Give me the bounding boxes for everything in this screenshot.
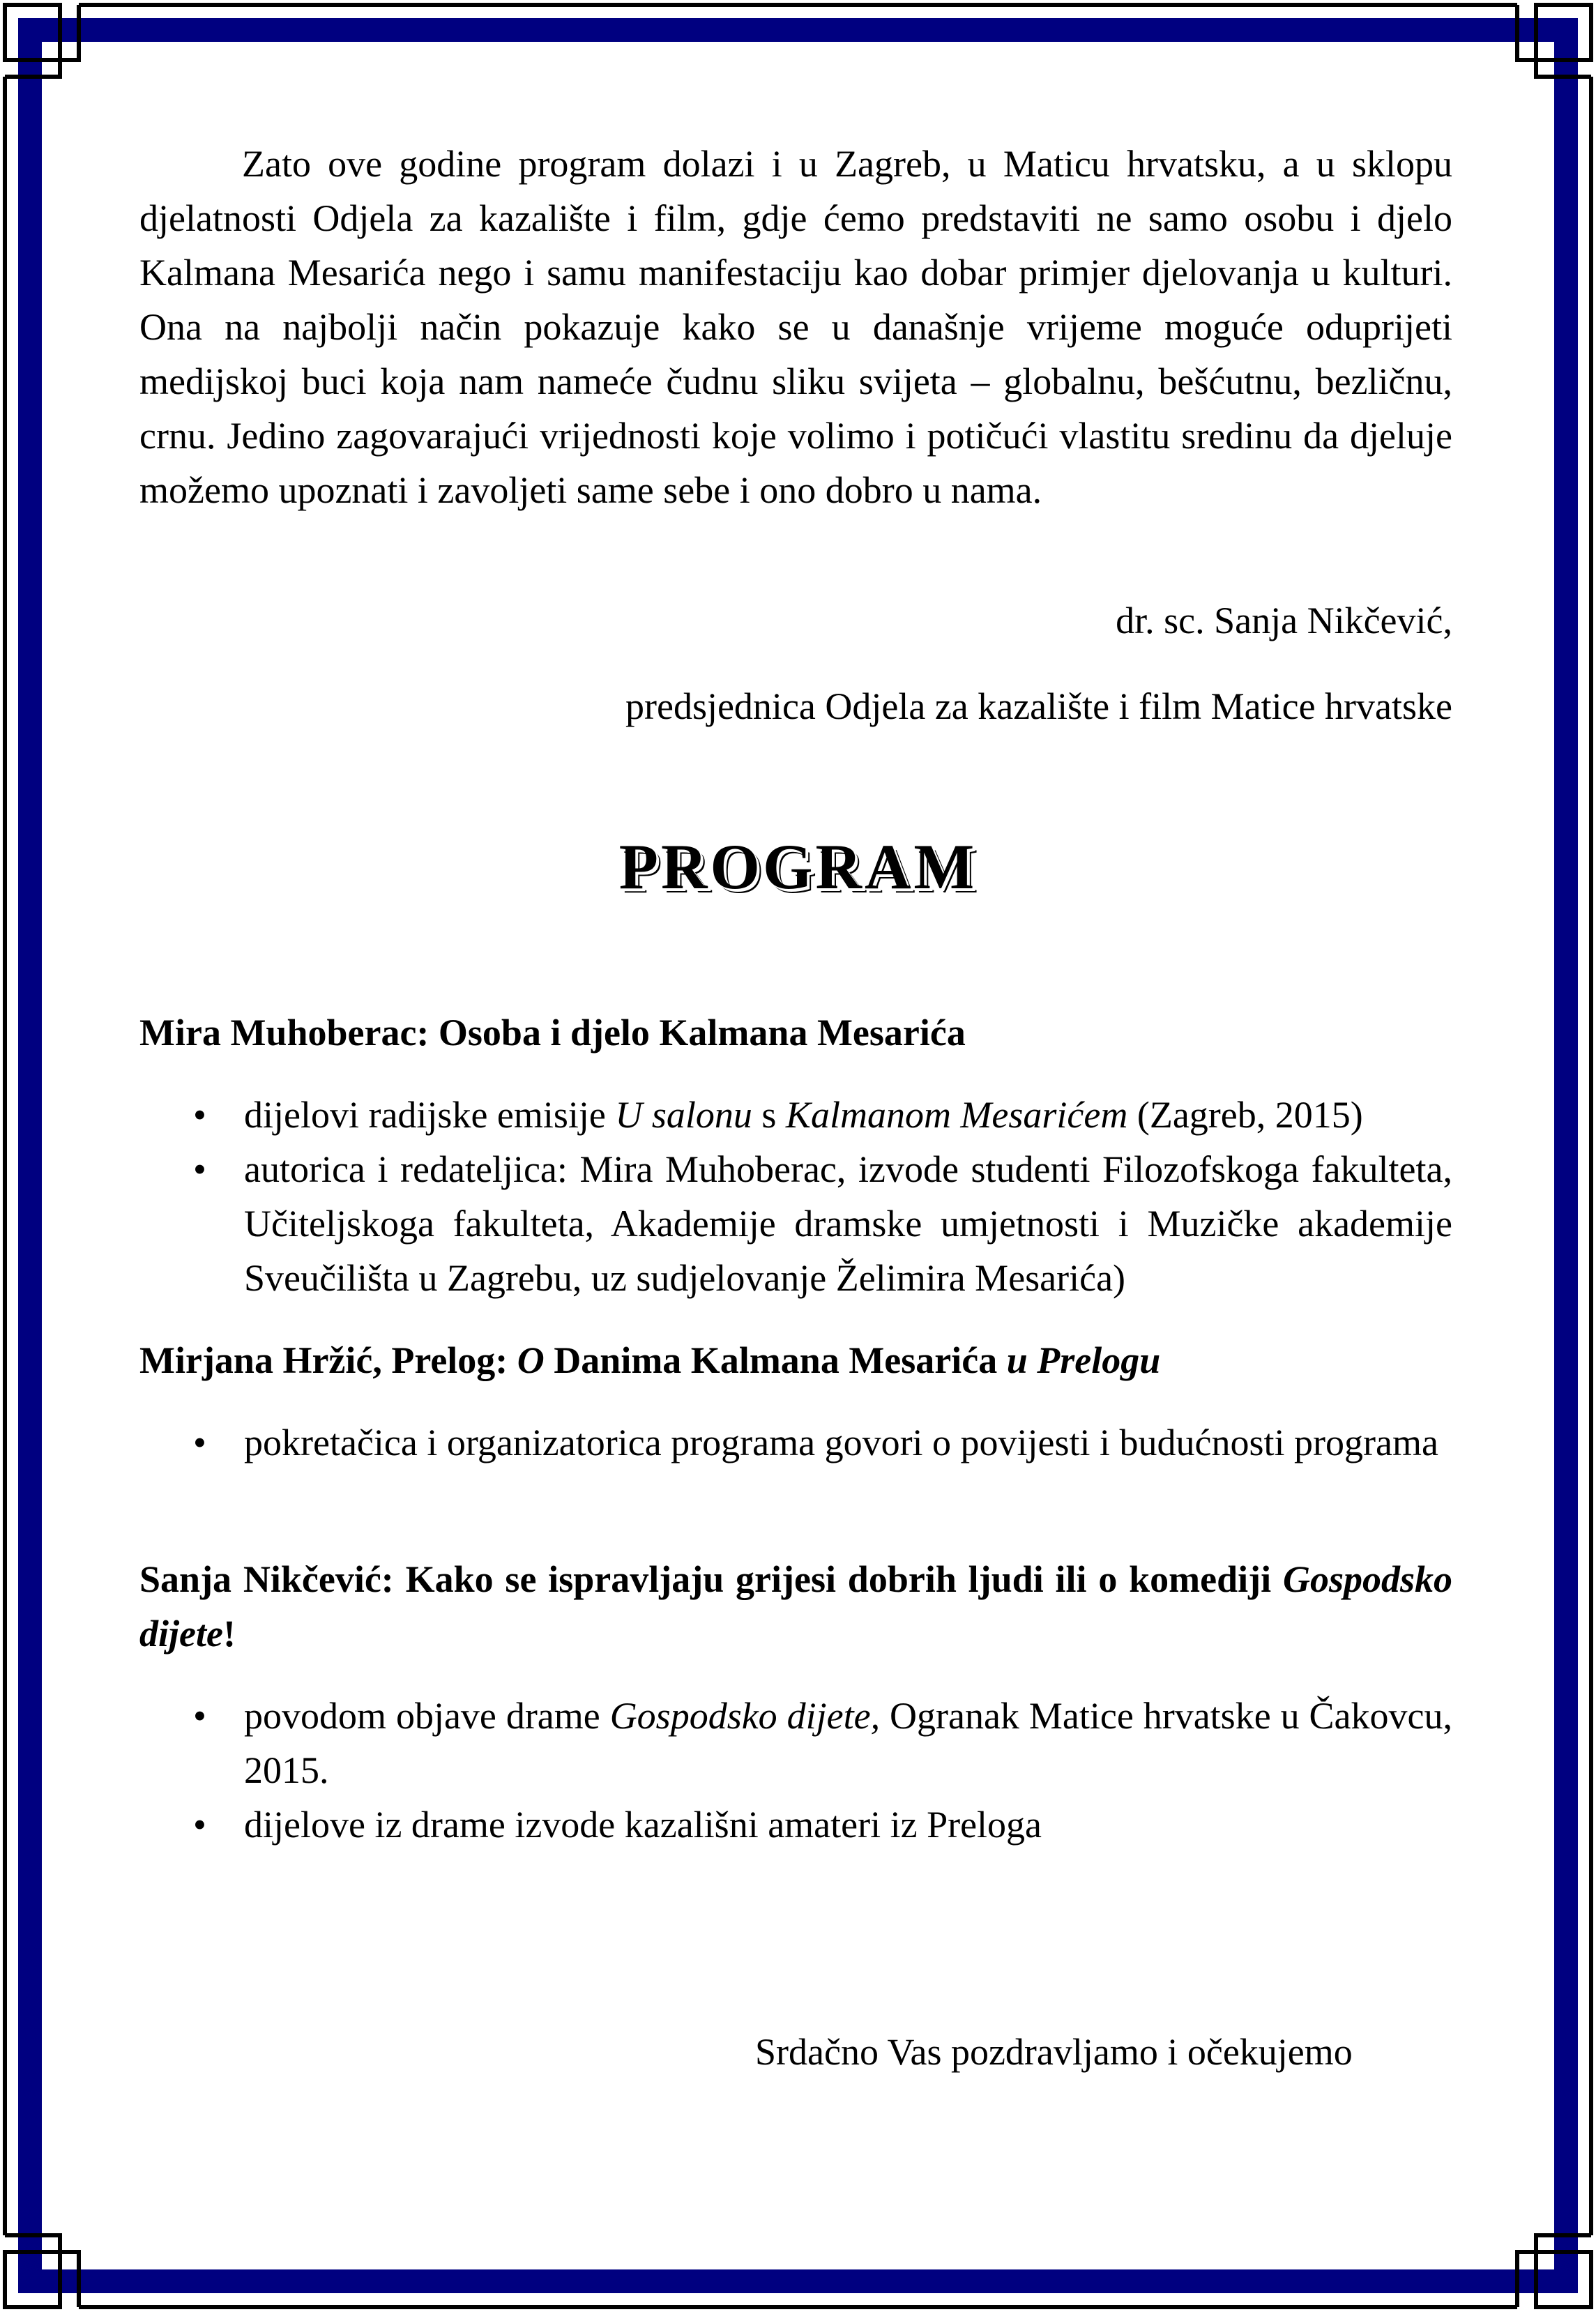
list-item-text: pokretačica i organizatorica programa govori o povijesti i budućnosti programa bbox=[244, 1422, 1438, 1463]
program-section-1-list bbox=[139, 1088, 1452, 1305]
italic-title: Gospodsko dijete, bbox=[609, 1695, 881, 1737]
bullet-icon: • bbox=[193, 1422, 206, 1463]
bullet-icon: • bbox=[193, 1094, 206, 1136]
list-item-text: povodom objave drame Gospodsko dijete, Ogranak Matice hrvatske u Čakovcu, 2015. bbox=[244, 1695, 1452, 1791]
list-item bbox=[139, 1142, 1452, 1305]
list-item bbox=[139, 1415, 1452, 1470]
italic-title: Kalmanom Mesarićem bbox=[785, 1094, 1128, 1136]
list-item bbox=[139, 1689, 1452, 1797]
section-heading: Mira Muhoberac: Osoba i djelo Kalmana Mesarića bbox=[139, 1012, 966, 1054]
bullet-icon: • bbox=[193, 1695, 206, 1737]
closing-line: Srdačno Vas pozdravljamo i očekujemo bbox=[755, 2031, 1353, 2073]
bullet-icon: • bbox=[193, 1148, 206, 1190]
program-section-2 bbox=[139, 1333, 1452, 1387]
bullet-list bbox=[139, 1415, 1452, 1470]
program-section-3 bbox=[139, 1552, 1452, 1661]
intro-paragraph: Zato ove godine program dolazi i u Zagreb, u Maticu hrvatsku, a u sklopu djelatnosti Odjela za kazalište i film, gdje ćemo predstaviti ne samo osobu i djelo Kalmana Mesarića nego i samu manifestaciju kao dobar primjer djelovanja u kulturi. Ona na najbolji način pokazuje kako se u današnje vrijeme moguće oduprijeti medijskoj buci koja nam nameće čudnu sliku svijeta – globalnu, bešćutnu, bezličnu, crnu. Jedino zagovarajući vrijednosti koje volimo i potičući vlastitu sredinu da djeluje možemo upoznati i zavoljeti same sebe i ono dobro u nama. bbox=[139, 143, 1452, 511]
section-heading: Sanja Nikčević: Kako se ispravljaju grijesi dobrih ljudi ili o komediji Gospodsko dijete! bbox=[139, 1558, 1452, 1655]
program-title: PROGRAM bbox=[618, 831, 978, 902]
signature-block bbox=[139, 593, 1452, 648]
program-section-2-list bbox=[139, 1415, 1452, 1470]
list-item-text: dijelove iz drame izvode kazališni amateri iz Preloga bbox=[244, 1804, 1042, 1846]
corner-ornament-bottom-right bbox=[1517, 2235, 1591, 2307]
bullet-list bbox=[139, 1689, 1452, 1852]
corner-ornament-top-right bbox=[1517, 5, 1591, 77]
bullet-icon: • bbox=[193, 1804, 206, 1846]
corner-ornament-bottom-left bbox=[5, 2235, 79, 2307]
program-section-1 bbox=[139, 1005, 1452, 1060]
corner-ornament-top-left bbox=[5, 5, 79, 77]
program-section-3-list bbox=[139, 1689, 1452, 1852]
section-heading: Mirjana Hržić, Prelog: O Danima Kalmana Mesarića u Prelogu bbox=[139, 1339, 1161, 1381]
list-item bbox=[139, 1088, 1452, 1142]
italic-title: U salonu bbox=[615, 1094, 752, 1136]
closing-block bbox=[755, 2025, 1452, 2079]
bullet-list bbox=[139, 1088, 1452, 1305]
list-item-text: dijelovi radijske emisije U salonu s Kalmanom Mesarićem (Zagreb, 2015) bbox=[244, 1094, 1363, 1136]
signature-role: predsjednica Odjela za kazalište i film Matice hrvatske bbox=[625, 685, 1452, 727]
signature-name: dr. sc. Sanja Nikčević, bbox=[1116, 600, 1452, 641]
list-item bbox=[139, 1797, 1452, 1852]
signature-role-block bbox=[139, 679, 1452, 733]
intro-section bbox=[139, 137, 1452, 517]
list-item-text: autorica i redateljica: Mira Muhoberac, izvode studenti Filozofskoga fakulteta, Učiteljskoga fakulteta, Akademije dramske umjetnosti i Muzičke akademije Sveučilišta u Zagrebu, uz sudjelovanje Želimira Mesarića) bbox=[244, 1148, 1452, 1299]
